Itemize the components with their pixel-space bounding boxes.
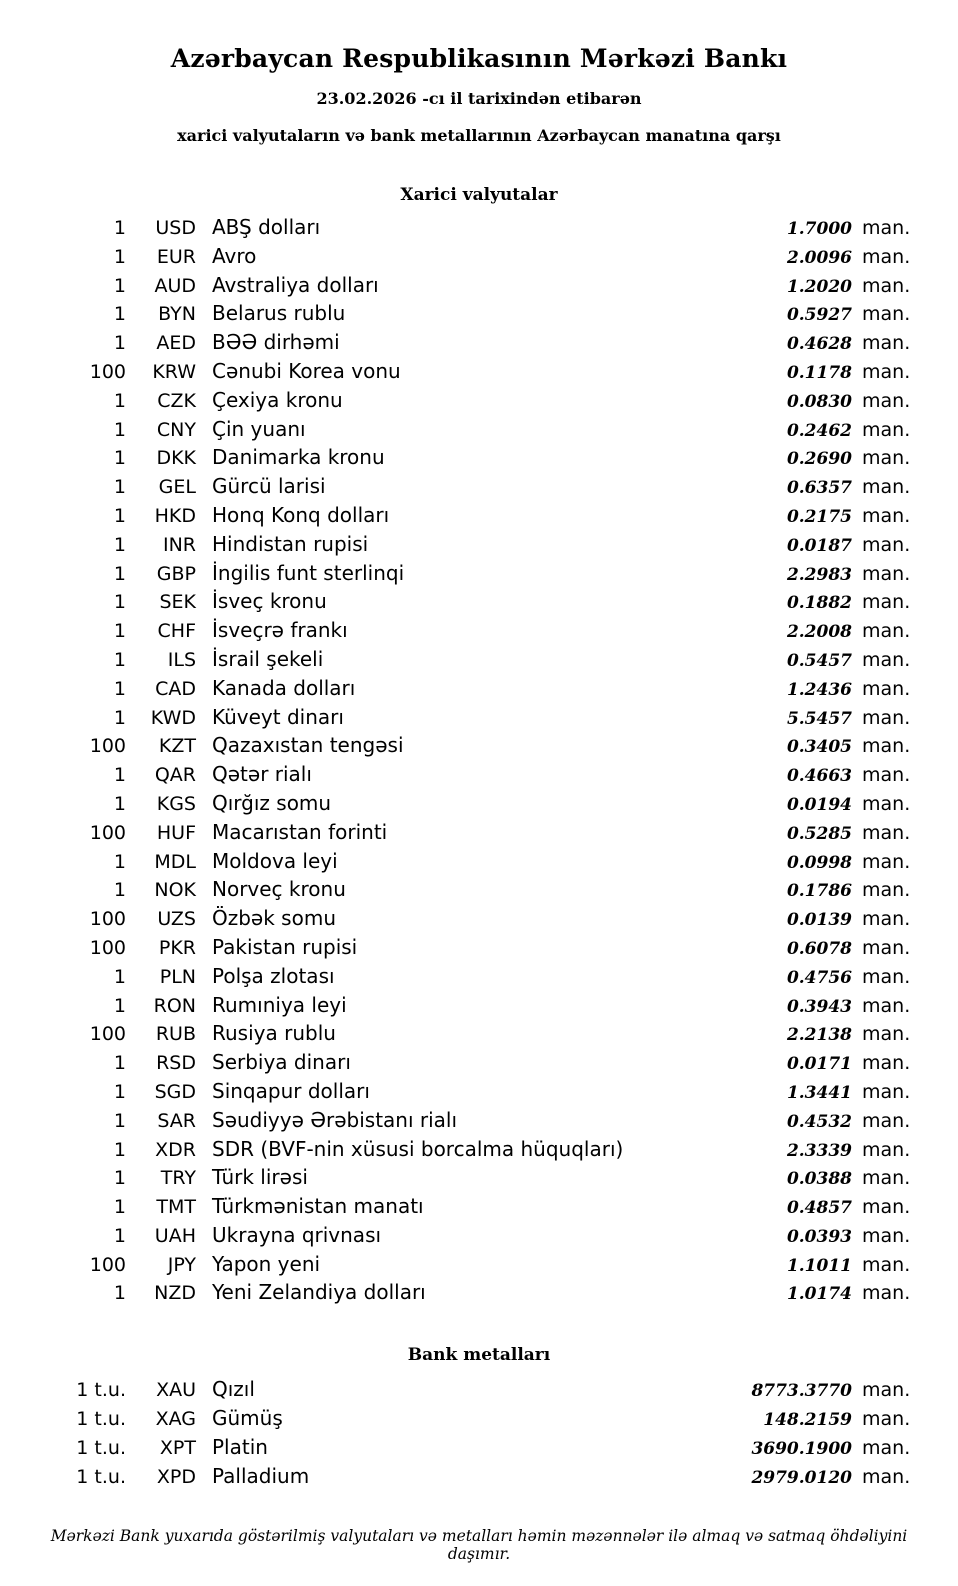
row-name: ABŞ dolları	[212, 215, 321, 239]
table-row	[30, 705, 928, 734]
table-row	[30, 1021, 928, 1050]
table-row	[30, 791, 928, 820]
table-row	[30, 388, 928, 417]
row-unit: man.	[862, 821, 911, 844]
row-name: Yeni Zelandiya dolları	[212, 1280, 426, 1305]
row-unit: man.	[862, 936, 911, 959]
row-code: QAR	[154, 764, 196, 787]
table-row	[30, 273, 928, 302]
table-row	[30, 1194, 928, 1223]
row-unit: man.	[862, 764, 911, 787]
row-unit: man.	[862, 792, 911, 815]
row-amount: 1	[113, 389, 126, 412]
row-unit: man.	[862, 1196, 911, 1219]
table-row	[30, 215, 928, 244]
row-code: TRY	[160, 1167, 196, 1190]
row-code: NZD	[154, 1282, 196, 1305]
row-amount: 1	[113, 418, 126, 441]
table-row	[30, 330, 928, 359]
row-code: CHF	[157, 620, 196, 643]
row-name: BƏƏ dirhəmi	[212, 330, 340, 355]
row-unit: man.	[862, 303, 911, 326]
row-value: 0.5927	[786, 305, 852, 326]
row-value: 0.1786	[786, 881, 852, 902]
row-amount: 1 t.u.	[76, 1408, 126, 1431]
row-name: Qızıl	[212, 1377, 255, 1402]
row-amount: 1 t.u.	[76, 1379, 126, 1402]
row-amount: 1	[113, 504, 126, 527]
row-value: 1.3441	[786, 1082, 852, 1103]
row-name: Avro	[212, 243, 257, 268]
row-amount: 1	[113, 217, 126, 239]
foreign-currencies-table	[30, 215, 928, 1309]
row-value: 2.2138	[786, 1025, 852, 1046]
row-code: MDL	[154, 850, 196, 873]
row-unit: man.	[862, 1466, 911, 1489]
bank-metals-table-body	[30, 1377, 928, 1493]
table-row	[30, 1464, 928, 1493]
row-code: KRW	[152, 360, 196, 383]
row-amount: 1	[113, 562, 126, 585]
row-name: Palladium	[212, 1464, 310, 1489]
row-value: 0.2175	[786, 506, 852, 527]
row-name: Rumıniya leyi	[212, 992, 347, 1017]
row-name: İsveçrə frankı	[212, 618, 348, 643]
row-amount: 1	[113, 850, 126, 873]
row-amount: 1	[113, 274, 126, 297]
bank-metals-heading: Bank metalları	[407, 1345, 551, 1366]
row-value: 0.3943	[786, 996, 852, 1017]
row-value: 0.6357	[786, 478, 852, 499]
row-value: 0.0187	[786, 535, 852, 556]
row-value: 2979.0120	[751, 1468, 852, 1489]
row-value: 0.0139	[786, 910, 852, 931]
row-name: Platin	[212, 1435, 268, 1460]
bank-metals-table	[30, 1377, 928, 1493]
row-amount: 100	[89, 735, 126, 758]
row-value: 0.1882	[786, 593, 852, 614]
row-name: Pakistan rupisi	[212, 934, 358, 959]
row-value: 0.3405	[786, 737, 852, 758]
row-amount: 1	[113, 447, 126, 470]
row-unit: man.	[862, 850, 911, 873]
row-value: 0.1178	[786, 362, 852, 383]
row-name: Polşa zlotası	[212, 963, 335, 988]
row-code: GEL	[158, 476, 196, 499]
table-row	[30, 1137, 928, 1166]
row-amount: 1	[113, 994, 126, 1017]
row-code: KGS	[156, 792, 196, 815]
table-row	[30, 532, 928, 561]
row-name: Avstraliya dolları	[212, 272, 379, 297]
table-row	[30, 647, 928, 676]
row-amount: 1	[113, 648, 126, 671]
document-subtitle: xarici valyutaların və bank metallarının Azərbaycan manatına qarşı	[177, 126, 781, 145]
row-code: JPY	[167, 1253, 196, 1276]
row-code: TMT	[156, 1196, 196, 1219]
row-name: Küveyt dinarı	[212, 704, 344, 729]
row-value: 1.0174	[786, 1284, 852, 1305]
row-code: SEK	[159, 591, 196, 614]
table-row	[30, 676, 928, 705]
row-unit: man.	[862, 620, 911, 643]
row-amount: 1	[113, 1138, 126, 1161]
row-name: Çexiya kronu	[212, 387, 343, 412]
row-value: 0.5285	[786, 823, 852, 844]
effective-date-line: 23.02.2026 -cı il tarixindən etibarən	[316, 89, 642, 108]
row-value: 0.6078	[786, 938, 852, 959]
foreign-currencies-section	[30, 185, 928, 1309]
row-code: XPD	[156, 1466, 196, 1489]
row-value: 0.0830	[786, 391, 852, 412]
row-unit: man.	[862, 332, 911, 355]
table-row	[30, 849, 928, 878]
row-name: Sinqapur dolları	[212, 1078, 370, 1103]
row-amount: 100	[89, 1253, 126, 1276]
row-amount: 1	[113, 1109, 126, 1132]
row-code: CNY	[156, 418, 196, 441]
row-name: Honq Konq dolları	[212, 502, 390, 527]
row-amount: 1	[113, 706, 126, 729]
row-code: ILS	[167, 648, 196, 671]
row-amount: 1 t.u.	[76, 1437, 126, 1460]
row-name: Qətər rialı	[212, 762, 312, 787]
row-unit: man.	[862, 706, 911, 729]
table-row	[30, 301, 928, 330]
row-unit: man.	[862, 1109, 911, 1132]
row-code: BYN	[158, 303, 196, 326]
row-unit: man.	[862, 562, 911, 585]
table-row	[30, 589, 928, 618]
row-amount: 1	[113, 245, 126, 268]
row-unit: man.	[862, 360, 911, 383]
row-code: NOK	[154, 879, 196, 902]
row-unit: man.	[862, 447, 911, 470]
row-value: 0.0388	[786, 1169, 852, 1190]
table-row	[30, 359, 928, 388]
table-row	[30, 1165, 928, 1194]
row-amount: 1	[113, 1224, 126, 1247]
row-amount: 1	[113, 1167, 126, 1190]
row-amount: 1	[113, 792, 126, 815]
row-unit: man.	[862, 1167, 911, 1190]
table-row	[30, 1050, 928, 1079]
row-code: RSD	[156, 1052, 196, 1075]
row-name: Ukrayna qrivnası	[212, 1222, 382, 1247]
row-unit: man.	[862, 533, 911, 556]
row-name: Səudiyyə Ərəbistanı rialı	[212, 1107, 458, 1132]
table-row	[30, 244, 928, 273]
table-row	[30, 1108, 928, 1137]
table-row	[30, 417, 928, 446]
row-amount: 1	[113, 533, 126, 556]
row-value: 148.2159	[763, 1410, 852, 1431]
row-value: 1.2020	[786, 276, 852, 297]
table-row	[30, 618, 928, 647]
row-value: 0.4857	[786, 1198, 852, 1219]
table-row	[30, 1223, 928, 1252]
row-unit: man.	[862, 1080, 911, 1103]
row-value: 0.0194	[786, 794, 852, 815]
row-amount: 1	[113, 1196, 126, 1219]
row-amount: 1	[113, 591, 126, 614]
row-code: AUD	[154, 274, 196, 297]
row-unit: man.	[862, 1253, 911, 1276]
row-amount: 100	[89, 936, 126, 959]
row-unit: man.	[862, 504, 911, 527]
table-row	[30, 762, 928, 791]
row-unit: man.	[862, 908, 911, 931]
row-unit: man.	[862, 735, 911, 758]
row-code: XPT	[159, 1437, 196, 1460]
row-name: Kanada dolları	[212, 675, 356, 700]
row-unit: man.	[862, 994, 911, 1017]
row-name: İngilis funt sterlinqi	[212, 560, 405, 585]
row-value: 2.2008	[786, 622, 852, 643]
row-value: 2.3339	[786, 1140, 852, 1161]
row-amount: 1	[113, 965, 126, 988]
table-row	[30, 935, 928, 964]
row-unit: man.	[862, 1379, 911, 1402]
row-name: Yapon yeni	[212, 1251, 321, 1276]
row-name: Norveç kronu	[212, 877, 346, 902]
table-row	[30, 993, 928, 1022]
row-code: PKR	[158, 936, 196, 959]
row-unit: man.	[862, 879, 911, 902]
row-name: Danimarka kronu	[212, 445, 385, 470]
row-name: Macarıstan forinti	[212, 819, 388, 844]
row-code: UAH	[154, 1224, 196, 1247]
row-code: HUF	[156, 821, 196, 844]
table-row	[30, 906, 928, 935]
foreign-currencies-table-body	[30, 215, 928, 1309]
table-row	[30, 877, 928, 906]
row-name: Moldova leyi	[212, 848, 338, 873]
row-code: XAG	[155, 1408, 196, 1431]
row-unit: man.	[862, 476, 911, 499]
row-code: RON	[153, 994, 196, 1017]
row-amount: 1	[113, 1282, 126, 1305]
row-amount: 100	[89, 1023, 126, 1046]
row-unit: man.	[862, 418, 911, 441]
row-code: SGD	[154, 1080, 196, 1103]
row-name: SDR (BVF-nin xüsusi borcalma hüquqları)	[212, 1136, 624, 1161]
row-code: EUR	[156, 245, 196, 268]
row-value: 0.2462	[786, 420, 852, 441]
row-unit: man.	[862, 274, 911, 297]
row-unit: man.	[862, 1408, 911, 1431]
row-value: 8773.3770	[751, 1381, 852, 1402]
row-code: UZS	[157, 908, 196, 931]
row-amount: 1	[113, 1052, 126, 1075]
row-amount: 1	[113, 303, 126, 326]
row-name: Türkmənistan manatı	[212, 1194, 424, 1219]
row-unit: man.	[862, 1224, 911, 1247]
row-amount: 100	[89, 908, 126, 931]
row-name: Özbək somu	[212, 906, 336, 931]
row-value: 1.2436	[786, 679, 852, 700]
table-row	[30, 964, 928, 993]
row-value: 3690.1900	[751, 1439, 852, 1460]
row-value: 0.2690	[786, 449, 852, 470]
row-code: PLN	[159, 965, 196, 988]
row-value: 0.0998	[786, 852, 852, 873]
row-name: Qırğız somu	[212, 790, 332, 815]
row-name: Çin yuanı	[212, 416, 306, 441]
row-unit: man.	[862, 1282, 911, 1305]
row-name: Cənubi Korea vonu	[212, 358, 401, 383]
table-row	[30, 1252, 928, 1281]
table-row	[30, 1435, 928, 1464]
row-name: Gümüş	[212, 1406, 283, 1431]
page-title: Azərbaycan Respublikasının Mərkəzi Bankı	[170, 44, 788, 73]
bank-metals-section	[30, 1345, 928, 1493]
table-row	[30, 445, 928, 474]
row-code: XAU	[156, 1379, 196, 1402]
row-unit: man.	[862, 1138, 911, 1161]
row-value: 0.4756	[786, 967, 852, 988]
row-code: USD	[155, 217, 196, 239]
row-code: SAR	[157, 1109, 196, 1132]
row-name: Türk lirəsi	[212, 1165, 308, 1190]
table-row	[30, 1406, 928, 1435]
row-code: INR	[162, 533, 196, 556]
row-amount: 1	[113, 332, 126, 355]
row-value: 0.4628	[786, 334, 852, 355]
row-amount: 1	[113, 879, 126, 902]
row-unit: man.	[862, 1052, 911, 1075]
table-row	[30, 1377, 928, 1406]
row-value: 0.4663	[786, 766, 852, 787]
row-name: Hindistan rupisi	[212, 531, 369, 556]
table-row	[30, 1079, 928, 1108]
row-code: HKD	[154, 504, 196, 527]
row-code: XDR	[155, 1138, 196, 1161]
table-row	[30, 820, 928, 849]
row-value: 0.0171	[786, 1054, 852, 1075]
row-unit: man.	[862, 1437, 911, 1460]
row-amount: 1	[113, 476, 126, 499]
foreign-currencies-heading: Xarici valyutalar	[400, 185, 558, 205]
row-unit: man.	[862, 591, 911, 614]
row-amount: 1	[113, 677, 126, 700]
table-row	[30, 1280, 928, 1309]
row-name: Serbiya dinarı	[212, 1050, 351, 1075]
row-unit: man.	[862, 648, 911, 671]
row-code: CAD	[155, 677, 196, 700]
row-unit: man.	[862, 1023, 911, 1046]
row-amount: 100	[89, 360, 126, 383]
row-name: İsveç kronu	[212, 589, 327, 614]
row-value: 2.0096	[786, 247, 852, 268]
row-unit: man.	[862, 677, 911, 700]
table-row	[30, 503, 928, 532]
row-name: İsrail şekeli	[212, 646, 324, 671]
row-value: 2.2983	[786, 564, 852, 585]
row-unit: man.	[862, 245, 911, 268]
table-row	[30, 561, 928, 590]
row-code: CZK	[157, 389, 196, 412]
row-name: Qazaxıstan tengəsi	[212, 733, 404, 758]
row-code: GBP	[156, 562, 196, 585]
row-value: 1.1011	[786, 1255, 852, 1276]
row-value: 0.4532	[786, 1111, 852, 1132]
row-amount: 1 t.u.	[76, 1466, 126, 1489]
row-code: AED	[156, 332, 196, 355]
row-amount: 1	[113, 1080, 126, 1103]
row-code: KZT	[158, 735, 196, 758]
row-value: 0.0393	[786, 1226, 852, 1247]
table-row	[30, 474, 928, 503]
row-value: 5.5457	[786, 708, 852, 729]
row-code: DKK	[156, 447, 196, 470]
footer-note: Mərkəzi Bank yuxarıda göstərilmiş valyutaları və metalları həmin məzənnələr ilə almaq və satmaq öhdəliyini daşımır.	[50, 1527, 908, 1564]
row-unit: man.	[862, 965, 911, 988]
row-amount: 1	[113, 764, 126, 787]
row-code: RUB	[155, 1023, 196, 1046]
row-name: Gürcü larisi	[212, 474, 326, 499]
row-unit: man.	[862, 217, 911, 239]
row-code: KWD	[150, 706, 196, 729]
row-amount: 100	[89, 821, 126, 844]
row-name: Belarus rublu	[212, 301, 346, 326]
row-amount: 1	[113, 620, 126, 643]
row-unit: man.	[862, 389, 911, 412]
table-row	[30, 733, 928, 762]
row-value: 1.7000	[786, 219, 852, 239]
row-name: Rusiya rublu	[212, 1021, 336, 1046]
row-value: 0.5457	[786, 650, 852, 671]
